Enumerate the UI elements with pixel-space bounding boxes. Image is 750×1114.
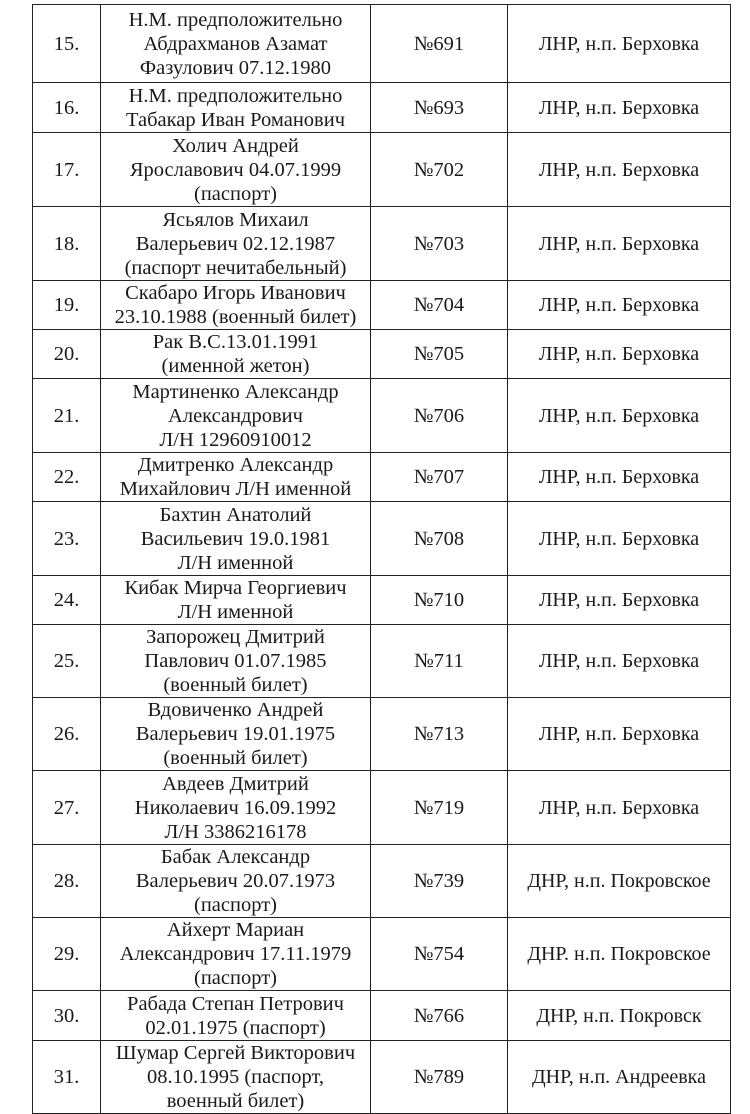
table-row [33,379,731,453]
person-info: Шумар Сергей Викторович 08.10.1995 (паспорт, военный билет) [101,1041,371,1114]
row-number: 30. [33,991,101,1041]
row-number: 24. [33,576,101,625]
table-row [33,625,731,698]
location: ЛНР, н.п. Берховка [508,502,731,576]
record-number: №710 [371,576,508,625]
table-row [33,576,731,625]
location: ЛНР, н.п. Берховка [508,133,731,207]
record-number: №707 [371,453,508,502]
table-row [33,281,731,330]
table-row [33,698,731,771]
person-info: Рак В.С.13.01.1991 (именной жетон) [101,330,371,379]
location: ЛНР, н.п. Берховка [508,83,731,133]
record-number: №708 [371,502,508,576]
row-number: 16. [33,83,101,133]
row-number: 23. [33,502,101,576]
table-row [33,133,731,207]
record-number: №739 [371,845,508,918]
table-row [33,845,731,918]
table-row [33,502,731,576]
location: ЛНР, н.п. Берховка [508,576,731,625]
location: ЛНР, н.п. Берховка [508,625,731,698]
location: ДНР, н.п. Покровск [508,991,731,1041]
person-info: Дмитренко Александр Михайлович Л/Н именной [101,453,371,502]
person-info: Н.М. предположительно Табакар Иван Романович [101,83,371,133]
records-table [32,4,731,1114]
record-number: №789 [371,1041,508,1114]
location: ЛНР, н.п. Берховка [508,5,731,83]
record-number: №713 [371,698,508,771]
person-info: Ясьялов Михаил Валерьевич 02.12.1987 (паспорт нечитабельный) [101,207,371,281]
person-info: Холич Андрей Ярославович 04.07.1999 (паспорт) [101,133,371,207]
table-row [33,918,731,991]
record-number: №754 [371,918,508,991]
table-row [33,83,731,133]
location: ДНР, н.п. Андреевка [508,1041,731,1114]
record-number: №702 [371,133,508,207]
table-row [33,991,731,1041]
row-number: 31. [33,1041,101,1114]
row-number: 17. [33,133,101,207]
location: ДНР, н.п. Покровское [508,845,731,918]
person-info: Кибак Мирча Георгиевич Л/Н именной [101,576,371,625]
record-number: №705 [371,330,508,379]
location: ДНР. н.п. Покровское [508,918,731,991]
record-number: №719 [371,771,508,845]
location: ЛНР, н.п. Берховка [508,207,731,281]
record-number: №706 [371,379,508,453]
person-info: Вдовиченко Андрей Валерьевич 19.01.1975 (военный билет) [101,698,371,771]
row-number: 28. [33,845,101,918]
table-row [33,453,731,502]
row-number: 22. [33,453,101,502]
record-number: №711 [371,625,508,698]
person-info: Н.М. предположительно Абдрахманов Азамат Фазулович 07.12.1980 [101,5,371,83]
record-number: №691 [371,5,508,83]
row-number: 18. [33,207,101,281]
row-number: 21. [33,379,101,453]
person-info: Бахтин Анатолий Васильевич 19.0.1981 Л/Н именной [101,502,371,576]
row-number: 29. [33,918,101,991]
location: ЛНР, н.п. Берховка [508,698,731,771]
person-info: Айхерт Мариан Александрович 17.11.1979 (паспорт) [101,918,371,991]
record-number: №693 [371,83,508,133]
person-info: Рабада Степан Петрович 02.01.1975 (паспорт) [101,991,371,1041]
person-info: Запорожец Дмитрий Павлович 01.07.1985 (военный билет) [101,625,371,698]
location: ЛНР, н.п. Берховка [508,330,731,379]
row-number: 26. [33,698,101,771]
person-info: Скабаро Игорь Иванович 23.10.1988 (военный билет) [101,281,371,330]
person-info: Мартиненко Александр Александрович Л/Н 12960910012 [101,379,371,453]
table-row [33,1041,731,1114]
row-number: 15. [33,5,101,83]
table-row [33,330,731,379]
table-row [33,5,731,83]
row-number: 20. [33,330,101,379]
table-row [33,771,731,845]
location: ЛНР, н.п. Берховка [508,453,731,502]
person-info: Авдеев Дмитрий Николаевич 16.09.1992 Л/Н 3386216178 [101,771,371,845]
table-row [33,207,731,281]
record-number: №704 [371,281,508,330]
row-number: 27. [33,771,101,845]
location: ЛНР, н.п. Берховка [508,379,731,453]
records-table-body [33,5,731,1114]
location: ЛНР, н.п. Берховка [508,281,731,330]
location: ЛНР, н.п. Берховка [508,771,731,845]
person-info: Бабак Александр Валерьевич 20.07.1973 (паспорт) [101,845,371,918]
row-number: 25. [33,625,101,698]
row-number: 19. [33,281,101,330]
record-number: №766 [371,991,508,1041]
record-number: №703 [371,207,508,281]
